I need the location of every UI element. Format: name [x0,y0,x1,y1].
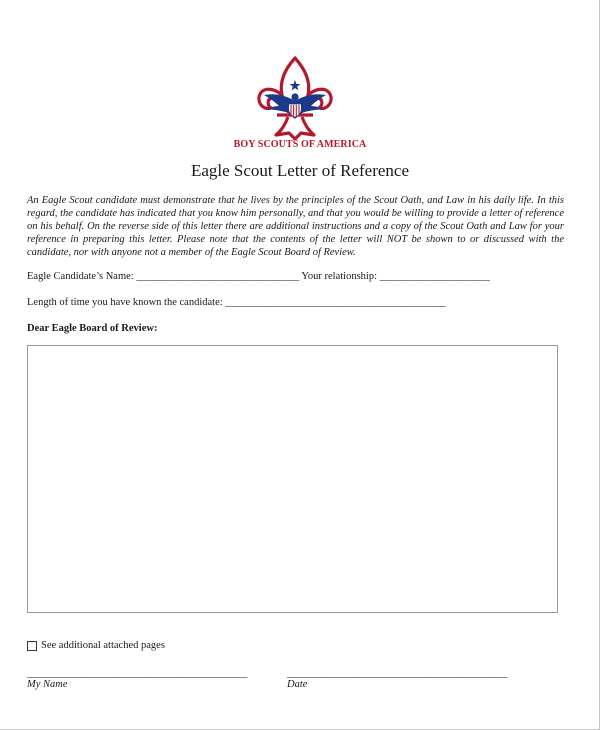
time-known-label: Length of time you have known the candidate: [27,297,223,308]
relationship-field[interactable]: _____________________ [379,271,490,282]
date-label: Date [287,679,308,690]
candidate-name-field[interactable]: _______________________________ [136,271,300,282]
candidate-info-row [27,271,490,282]
my-name-label: My Name [27,679,68,690]
intro-paragraph: An Eagle Scout candidate must demonstrate that he lives by the principles of the Scout Oath, and Law in his daily life. In this regard, the candidate has indicated that you know him personally, and that you would be willing to provide a letter of reference on his behalf. On the reverse side of this letter there are additional instructions and a copy of the Scout Oath and Law for your reference in preparing this letter. Please note that the contents of the letter will NOT be shown to or discussed with the candidate, nor with anyone not a member of the Eagle Scout Board of Review. [27,195,564,258]
time-known-row [27,297,446,308]
letter-body-field[interactable] [27,345,558,613]
document-title: Eagle Scout Letter of Reference [190,161,410,180]
boy-scouts-emblem-icon [255,55,335,140]
organization-name: BOY SCOUTS OF AMERICA [233,139,367,150]
relationship-label: Your relationship: [301,271,377,282]
my-name-field[interactable]: __________________________________________ [27,668,248,679]
attached-pages-label: See additional attached pages [41,640,165,651]
attached-pages-checkbox[interactable] [27,641,37,651]
attached-pages-row [27,640,165,651]
candidate-name-label: Eagle Candidate’s Name: [27,271,134,282]
time-known-field[interactable]: __________________________________________ [225,297,446,308]
date-field[interactable]: __________________________________________ [287,668,508,679]
letter-salutation: Dear Eagle Board of Review: [27,323,158,334]
